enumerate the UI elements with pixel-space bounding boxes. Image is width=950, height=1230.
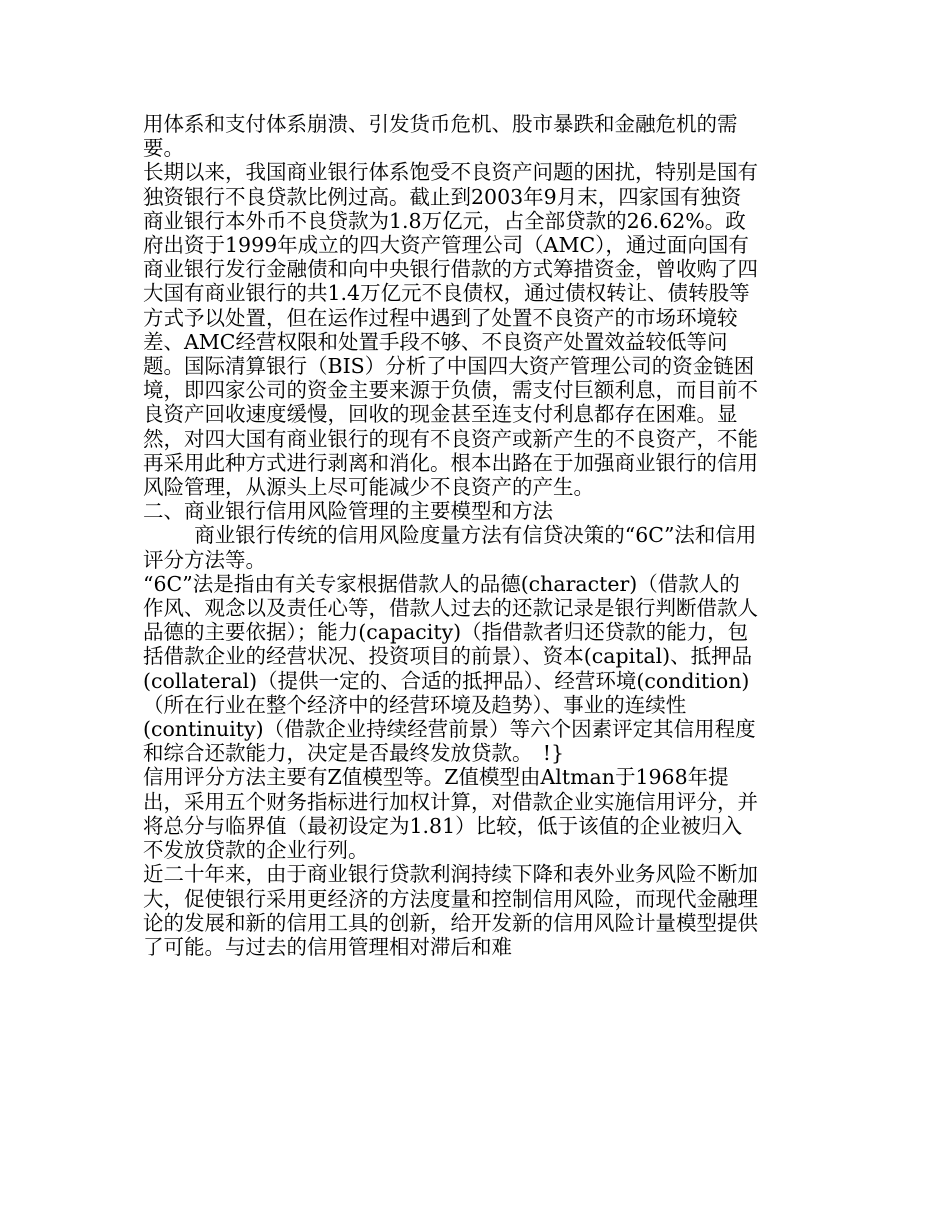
paragraph-recent-developments: 近二十年来，由于商业银行贷款利润持续下降和表外业务风险不断加大，促使银行采用更经济的方法度量和控制信用风险，而现代金融理论的发展和新的信用工具的创新，给开发新的信用风险计量模型提供了可能。与过去的信用管理相对滞后和难 [143, 862, 758, 959]
section-heading-credit-risk-models: 二、商业银行信用风险管理的主要模型和方法 [143, 499, 553, 524]
paragraph-traditional-methods: 商业银行传统的信用风险度量方法有信贷决策的“6C”法和信用评分方法等。 [143, 523, 757, 572]
paragraph-z-score-model: 信用评分方法主要有Z值模型等。Z值模型由Altman于1968年提出，采用五个财务指标进行加权计算，对借款企业实施信用评分，并将总分与临界值（最初设定为1.81）比较，低于该值的企业被归入不发放贷款的企业行列。 [143, 765, 758, 863]
document-page [143, 112, 758, 959]
paragraph-intro-continuation: 用体系和支付体系崩溃、引发货币危机、股市暴跌和金融危机的需要。 [143, 112, 738, 161]
paragraph-6c-method: “6C”法是指由有关专家根据借款人的品德(character)（借款人的作风、观念以及责任心等，借款人过去的还款记录是银行判断借款人品德的主要依据）；能力(capacity)（指借款者归还贷款的能力，包括借款企业的经营状况、投资项目的前景）、资本(capital)、抵押品(collateral)（提供一定的、合适的抵押品）、经营环境(condition)（所在行业在整个经济中的经营环境及趋势）、事业的连续性(continuity)（借款企业持续经营前景）等六个因素评定其信用程度和综合还款能力，决定是否最终发放贷款。 !} [143, 571, 758, 766]
paragraph-nonperforming-assets: 长期以来，我国商业银行体系饱受不良资产问题的困扰，特别是国有独资银行不良贷款比例过高。截止到2003年9月末，四家国有独资商业银行本外币不良贷款为1.8万亿元，占全部贷款的26.62%。政府出资于1999年成立的四大资产管理公司（AMC），通过面向国有商业银行发行金融债和向中央银行借款的方式筹措资金，曾收购了四大国有商业银行的共1.4万亿元不良债权，通过债权转让、债转股等方式予以处置，但在运作过程中遇到了处置不良资产的市场环境较差、AMC经营权限和处置手段不够、不良资产处置效益较低等问题。国际清算银行（BIS）分析了中国四大资产管理公司的资金链困境，即四家公司的资金主要来源于负债，需支付巨额利息，而目前不良资产回收速度缓慢，回收的现金甚至连支付利息都存在困难。显然，对四大国有商业银行的现有不良资产或新产生的不良资产，不能再采用此种方式进行剥离和消化。根本出路在于加强商业银行的信用风险管理，从源头上尽可能减少不良资产的产生。 [143, 160, 758, 500]
